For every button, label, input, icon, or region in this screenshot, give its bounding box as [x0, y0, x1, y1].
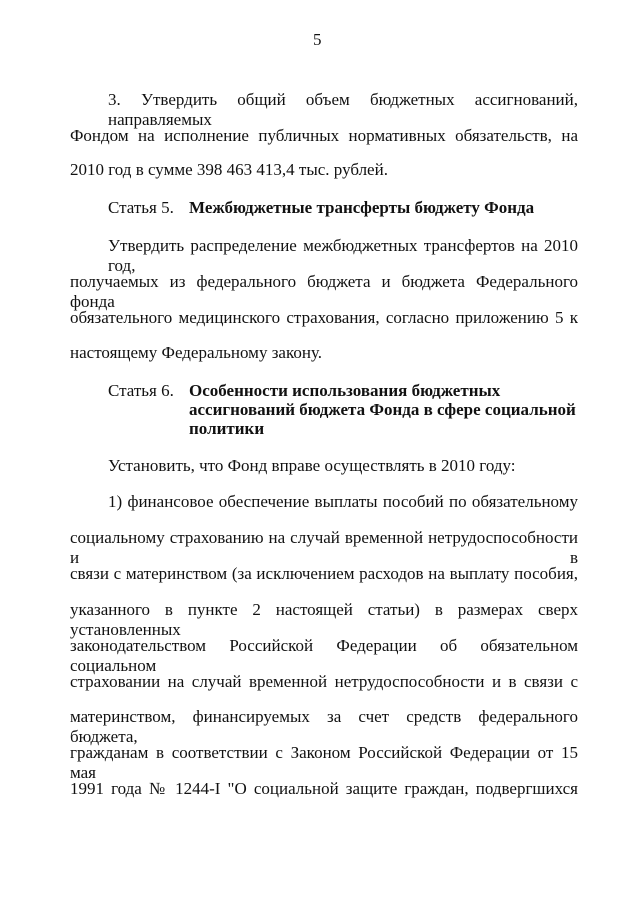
article-title: ассигнований бюджета Фонда в сфере социальной — [189, 400, 576, 419]
list-item-line: страховании на случай временной нетрудоспособности и в связи с — [70, 672, 578, 691]
paragraph-line: Фондом на исполнение публичных нормативных обязательств, на — [70, 126, 578, 145]
paragraph-line: Утвердить распределение межбюджетных трансфертов на 2010 год, — [108, 236, 578, 275]
list-item-line: социальному страхованию на случай временной нетрудоспособности и в — [70, 528, 578, 567]
paragraph-line: 2010 год в сумме 398 463 413,4 тыс. рублей. — [70, 160, 388, 179]
paragraph-line: настоящему Федеральному закону. — [70, 343, 322, 362]
article-label: Статья 6. — [108, 381, 174, 400]
article-title: Особенности использования бюджетных — [189, 381, 501, 400]
list-item-line: гражданам в соответствии с Законом Российской Федерации от 15 мая — [70, 743, 578, 782]
page-number: 5 — [313, 30, 322, 49]
list-item-line: связи с материнством (за исключением расходов на выплату пособия, — [70, 564, 578, 583]
paragraph-line: получаемых из федерального бюджета и бюджета Федерального фонда — [70, 272, 578, 311]
list-item-line: законодательством Российской Федерации об обязательном социальном — [70, 636, 578, 675]
list-item-line: 1991 года № 1244-I "О социальной защите граждан, подвергшихся — [70, 779, 578, 798]
paragraph-line: 3. Утвердить общий объем бюджетных ассигнований, направляемых — [108, 90, 578, 129]
paragraph-line: обязательного медицинского страхования, согласно приложению 5 к — [70, 308, 578, 327]
paragraph-line: Установить, что Фонд вправе осуществлять в 2010 году: — [108, 456, 516, 475]
list-item-line: 1) финансовое обеспечение выплаты пособий по обязательному — [108, 492, 578, 511]
article-title: политики — [189, 419, 265, 438]
list-item-line: материнством, финансируемых за счет средств федерального бюджета, — [70, 707, 578, 746]
article-label: Статья 5. — [108, 198, 174, 217]
list-item-line: указанного в пункте 2 настоящей статьи) в размерах сверх установленных — [70, 600, 578, 639]
article-title: Межбюджетные трансферты бюджету Фонда — [189, 198, 535, 217]
